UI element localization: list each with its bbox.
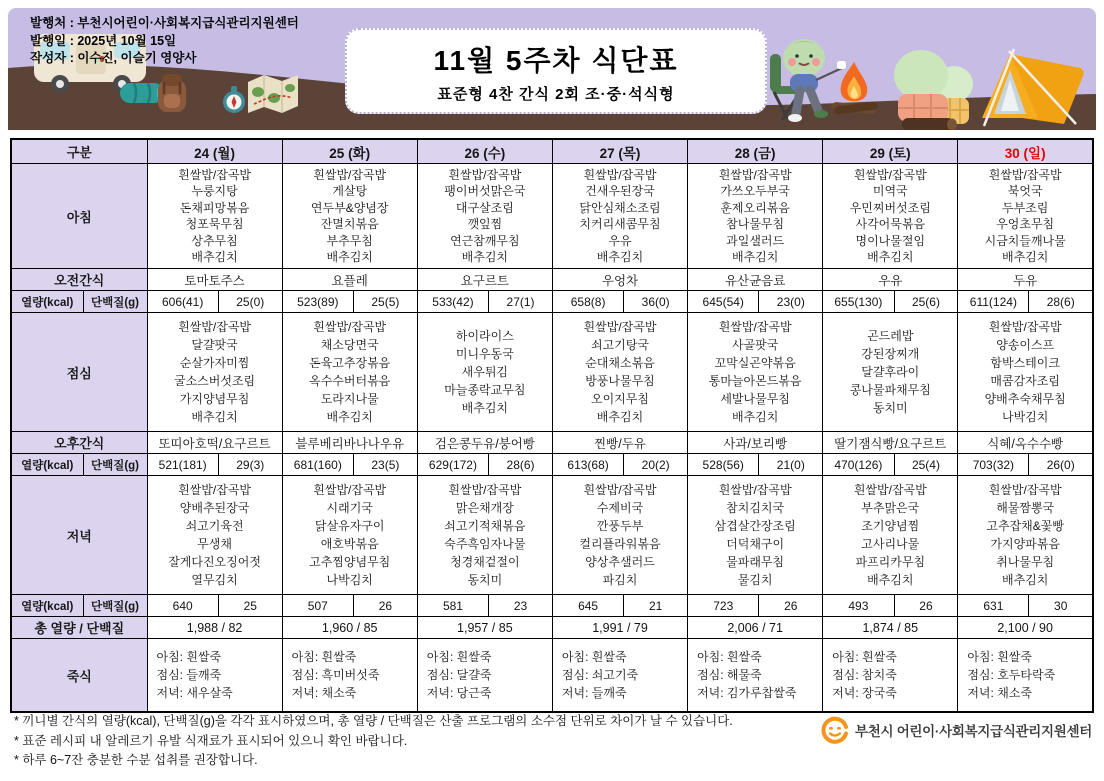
menu-table [10, 138, 1094, 713]
kcal-cell: 521(181) 29(3) [147, 454, 282, 476]
day-header: 30 (일) [958, 139, 1093, 164]
total-cell: 1,960 / 85 [282, 617, 417, 639]
publish-date-line: 발행일 : 2025년 10월 15일 [30, 33, 177, 48]
kcal-cell: 528(56) 21(0) [688, 454, 823, 476]
porridge-cell: 아침: 흰쌀죽 점심: 해물죽 저녁: 김가루찹쌀죽 [688, 639, 823, 713]
page-title: 11월 5주차 식단표 [433, 44, 679, 76]
row-label-total: 총 열량 / 단백질 [11, 617, 147, 639]
menu-cell: 흰쌀밥/잡곡밥 부추맑은국 조기양념찜 고사리나물 파프리카무침 배추김치 [823, 476, 958, 595]
kcal-cell: 470(126) 25(4) [823, 454, 958, 476]
menu-cell: 흰쌀밥/잡곡밥 팽이버섯맑은국 대구살조림 깻잎찜 연근참깨무침 배추김치 [417, 164, 552, 269]
footnote: * 표준 레시피 내 알레르기 유발 식재료가 표시되어 있으니 확인 바랍니다. [14, 733, 408, 748]
tent-icon [976, 44, 1092, 130]
kcal-cell: 606(41) 25(0) [147, 291, 282, 313]
snack-cell: 찐빵/두유 [552, 432, 687, 454]
menu-cell: 흰쌀밥/잡곡밥 미역국 우민찌버섯조림 사각어묵볶음 명이나물절임 배추김치 [823, 164, 958, 269]
porridge-cell: 아침: 흰쌀죽 점심: 쇠고기죽 저녁: 들깨죽 [552, 639, 687, 713]
porridge-cell: 아침: 흰쌀죽 점심: 들깨죽 저녁: 새우살죽 [147, 639, 282, 713]
kcal-protein-label [11, 595, 147, 617]
snack-cell: 요구르트 [417, 269, 552, 291]
menu-cell: 흰쌀밥/잡곡밥 누룽지탕 돈채피망볶음 청포묵무침 상추무침 배추김치 [147, 164, 282, 269]
footnotes [14, 712, 733, 771]
menu-cell: 흰쌀밥/잡곡밥 달걀팟국 순살가자미찜 굴소스버섯조림 가지양념무침 배추김치 [147, 313, 282, 432]
snack-cell: 검은콩두유/붕어빵 [417, 432, 552, 454]
day-header-row [11, 139, 1093, 164]
menu-cell: 곤드레밥 강된장찌개 달걀후라이 콩나물파채무침 동치미 [823, 313, 958, 432]
logo-text: 부천시 어린이·사회복지급식관리지원센터 [855, 724, 1092, 739]
kcal-cell: 493 26 [823, 595, 958, 617]
kcal-cell: 655(130) 25(6) [823, 291, 958, 313]
smiley-logo-icon [821, 716, 849, 744]
kcal-cell: 723 26 [688, 595, 823, 617]
day-header: 27 (목) [552, 139, 687, 164]
corner-label: 구분 [11, 139, 147, 164]
row-label-porridge: 죽식 [11, 639, 147, 713]
kcal-cell: 681(160) 23(5) [282, 454, 417, 476]
map-icon [246, 72, 300, 116]
center-logo [821, 716, 1092, 744]
snack-cell: 우유 [823, 269, 958, 291]
kcal-cell: 613(68) 20(2) [552, 454, 687, 476]
kcal-protein-label [11, 454, 147, 476]
menu-cell: 흰쌀밥/잡곡밥 건새우된장국 닭안심채소조림 치커리새콤무침 우유 배추김치 [552, 164, 687, 269]
menu-table-body [11, 139, 1093, 712]
kcal-cell: 658(8) 36(0) [552, 291, 687, 313]
kcal-label: 열량(kcal) [12, 595, 84, 616]
row-label-dinner: 저녁 [11, 476, 147, 595]
kcal-label: 열량(kcal) [12, 291, 84, 312]
kcal-cell: 631 30 [958, 595, 1093, 617]
snack-cell: 두유 [958, 269, 1093, 291]
porridge-cell: 아침: 흰쌀죽 점심: 참치죽 저녁: 장국죽 [823, 639, 958, 713]
menu-cell: 흰쌀밥/잡곡밥 사골팟국 꼬막실곤약볶음 통마늘아몬드볶음 세발나물무침 배추김치 [688, 313, 823, 432]
day-header: 28 (금) [688, 139, 823, 164]
campfire-icon [830, 60, 880, 116]
kcal-cell: 581 23 [417, 595, 552, 617]
kcal-cell: 507 26 [282, 595, 417, 617]
menu-cell: 흰쌀밥/잡곡밥 해물짬뽕국 고추잡채&꽃빵 가지양파볶음 취나물무침 배추김치 [958, 476, 1093, 595]
porridge-cell: 아침: 흰쌀죽 점심: 달걀죽 저녁: 당근죽 [417, 639, 552, 713]
day-header: 26 (수) [417, 139, 552, 164]
title-box [345, 28, 767, 114]
footnote: * 끼니별 간식의 열량(kcal), 단백질(g)을 각각 표시하였으며, 총 열량 / 단백질은 산출 프로그램의 소수점 단위로 차이가 날 수 있습니다. [14, 714, 733, 728]
page-subtitle: 표준형 4찬 간식 2회 조·중·석식형 [437, 85, 675, 103]
protein-label: 단백질(g) [91, 459, 140, 472]
snack-cell: 유산균음료 [688, 269, 823, 291]
menu-cell: 흰쌀밥/잡곡밥 맑은채개장 쇠고기적채볶음 숙주흑임자나물 청경채겉절이 동치미 [417, 476, 552, 595]
menu-cell: 흰쌀밥/잡곡밥 가쓰오두부국 훈제오리볶음 참나물무침 과일샐러드 배추김치 [688, 164, 823, 269]
protein-label: 단백질(g) [91, 600, 140, 613]
header-banner [8, 8, 1096, 130]
snack-cell: 사과/보리빵 [688, 432, 823, 454]
total-cell: 1,874 / 85 [823, 617, 958, 639]
row-label-breakfast: 아침 [11, 164, 147, 269]
kcal-cell: 703(32) 26(0) [958, 454, 1093, 476]
publisher-line: 발행처 : 부천시어린이·사회복지급식관리지원센터 [30, 16, 299, 30]
author-line: 작성자 : 이수진, 이슬기 영양사 [30, 51, 197, 65]
menu-cell: 흰쌀밥/잡곡밥 채소당면국 돈육고추장볶음 옥수수버터볶음 도라지나물 배추김치 [282, 313, 417, 432]
day-header: 29 (토) [823, 139, 958, 164]
total-cell: 2,100 / 90 [958, 617, 1093, 639]
snack-cell: 우엉차 [552, 269, 687, 291]
total-cell: 1,957 / 85 [417, 617, 552, 639]
total-cell: 1,991 / 79 [552, 617, 687, 639]
menu-cell: 흰쌀밥/잡곡밥 쇠고기탕국 순대채소볶음 방풍나물무침 오이지무침 배추김치 [552, 313, 687, 432]
kcal-label: 열량(kcal) [12, 454, 84, 475]
menu-cell: 흰쌀밥/잡곡밥 게살탕 연두부&양념장 잔멸치볶음 부추무침 배추김치 [282, 164, 417, 269]
publisher-info [30, 15, 299, 68]
snack-cell: 요플레 [282, 269, 417, 291]
kcal-cell: 533(42) 27(1) [417, 291, 552, 313]
kcal-cell: 629(172) 28(6) [417, 454, 552, 476]
row-label-lunch: 점심 [11, 313, 147, 432]
backpack-icon [154, 72, 190, 114]
footnote: * 하루 6~7잔 충분한 수분 섭취를 권장합니다. [14, 753, 258, 767]
snack-cell: 블루베리바나나우유 [282, 432, 417, 454]
porridge-cell: 아침: 흰쌀죽 점심: 호두타락죽 저녁: 채소죽 [958, 639, 1093, 713]
day-header: 25 (화) [282, 139, 417, 164]
kcal-cell: 523(89) 25(5) [282, 291, 417, 313]
protein-label: 단백질(g) [91, 296, 140, 309]
kcal-protein-label [11, 291, 147, 313]
kcal-cell: 645(54) 23(0) [688, 291, 823, 313]
kcal-cell: 611(124) 28(6) [958, 291, 1093, 313]
bushes-icon [892, 48, 978, 130]
menu-table-wrap [10, 138, 1094, 713]
menu-cell: 흰쌀밥/잡곡밥 수제비국 깐풍두부 컬리플라워볶음 양상추샐러드 파김치 [552, 476, 687, 595]
total-cell: 2,006 / 71 [688, 617, 823, 639]
total-cell: 1,988 / 82 [147, 617, 282, 639]
kcal-cell: 640 25 [147, 595, 282, 617]
snack-cell: 토마토주스 [147, 269, 282, 291]
row-label-pm-snack: 오후간식 [11, 432, 147, 454]
day-header: 24 (월) [147, 139, 282, 164]
compass-icon [220, 86, 248, 114]
menu-cell: 흰쌀밥/잡곡밥 양송이스프 함박스테이크 매콤감자조림 양배추숙채무침 나박김치 [958, 313, 1093, 432]
row-label-am-snack: 오전간식 [11, 269, 147, 291]
menu-cell: 흰쌀밥/잡곡밥 시래기국 닭살유자구이 애호박볶음 고추찜양념무침 나박김치 [282, 476, 417, 595]
kcal-cell: 645 21 [552, 595, 687, 617]
menu-cell: 흰쌀밥/잡곡밥 양배추된장국 쇠고기육전 무생채 잘게다진오징어젓 열무김치 [147, 476, 282, 595]
snack-cell: 또띠아호떡/요구르트 [147, 432, 282, 454]
snack-cell: 딸기잼식빵/요구르트 [823, 432, 958, 454]
menu-cell: 흰쌀밥/잡곡밥 북엇국 두부조림 우엉초무침 시금치들깨나물 배추김치 [958, 164, 1093, 269]
menu-cell: 하이라이스 미니우동국 새우튀김 마늘종락교무침 배추김치 [417, 313, 552, 432]
porridge-cell: 아침: 흰쌀죽 점심: 흑미버섯죽 저녁: 채소죽 [282, 639, 417, 713]
menu-cell: 흰쌀밥/잡곡밥 참치김치국 삼겹살간장조림 더덕채구이 물파래무침 물김치 [688, 476, 823, 595]
snack-cell: 식혜/옥수수빵 [958, 432, 1093, 454]
